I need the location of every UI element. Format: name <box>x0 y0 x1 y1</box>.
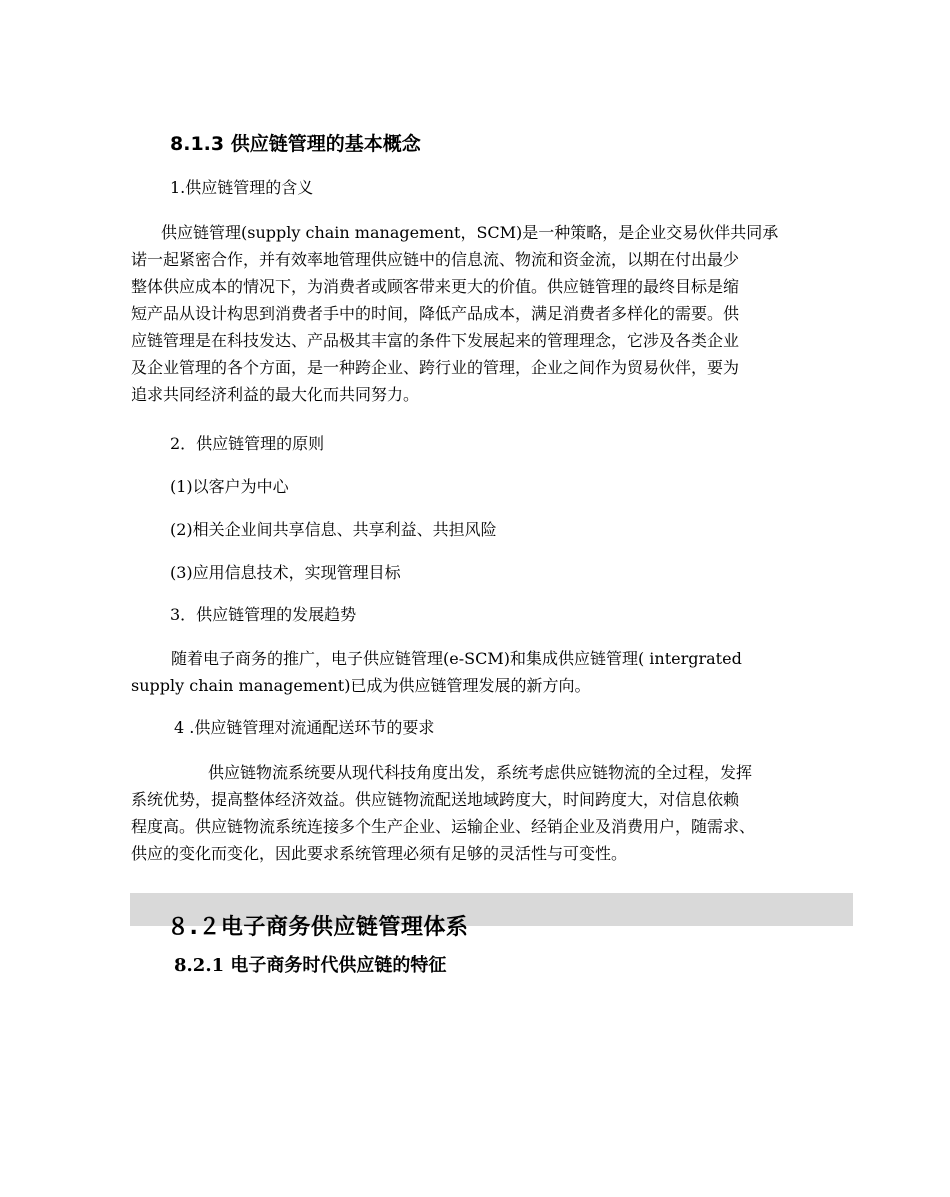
paragraph-line: 诺一起紧密合作，并有效率地管理供应链中的信息流、物流和资金流，以期在付出最少 <box>131 250 740 269</box>
paragraph-line: 程度高。供应链物流系统连接多个生产企业、运输企业、经销企业及消费用户，随需求、 <box>131 817 756 836</box>
paragraph-line: 追求共同经济利益的最大化而共同努力。 <box>131 385 420 404</box>
item1-paragraph <box>131 219 855 408</box>
paragraph-line: 应链管理是在科技发达、产品极其丰富的条件下发展起来的管理理念，它涉及各类企业 <box>131 331 740 350</box>
principle-2: (2)相关企业间共享信息、共享利益、共担风险 <box>170 520 497 539</box>
section-heading-8-2-1: 8.2.1 电子商务时代供应链的特征 <box>174 955 447 976</box>
section-heading-8-2: ８.２电子商务供应链管理体系 <box>167 915 469 941</box>
paragraph-line: 系统优势，提高整体经济效益。供应链物流配送地域跨度大，时间跨度大，对信息依赖 <box>131 790 740 809</box>
paragraph-line: 短产品从设计构思到消费者手中的时间，降低产品成本，满足消费者多样化的需要。供 <box>131 304 740 323</box>
paragraph-line: 供应的变化而变化，因此要求系统管理必须有足够的灵活性与可变性。 <box>131 844 628 863</box>
item3-paragraph <box>131 645 855 699</box>
principle-3: (3)应用信息技术，实现管理目标 <box>170 563 401 582</box>
paragraph-line: 随着电子商务的推广，电子供应链管理(e-SCM)和集成供应链管理( intergrated <box>171 649 742 668</box>
paragraph-line: supply chain management)已成为供应链管理发展的新方向。 <box>131 676 591 695</box>
principle-1: (1)以客户为中心 <box>170 477 289 496</box>
paragraph-line: 整体供应成本的情况下，为消费者或顾客带来更大的价值。供应链管理的最终目标是缩 <box>131 277 740 296</box>
item4-title: 4 .供应链管理对流通配送环节的要求 <box>174 718 435 737</box>
item2-title: 2．供应链管理的原则 <box>170 434 325 453</box>
item1-title: 1.供应链管理的含义 <box>170 178 314 197</box>
paragraph-line: 供应链管理(supply chain management，SCM)是一种策略，是企业交易伙伴共同承 <box>161 223 779 242</box>
paragraph-line: 及企业管理的各个方面，是一种跨企业、跨行业的管理，企业之间作为贸易伙伴，要为 <box>131 358 740 377</box>
item3-title: 3．供应链管理的发展趋势 <box>170 605 357 624</box>
section-heading-8-1-3: 8.1.3 供应链管理的基本概念 <box>170 133 421 155</box>
paragraph-line: 供应链物流系统要从现代科技角度出发，系统考虑供应链物流的全过程，发挥 <box>208 763 753 782</box>
item4-paragraph <box>131 759 855 867</box>
